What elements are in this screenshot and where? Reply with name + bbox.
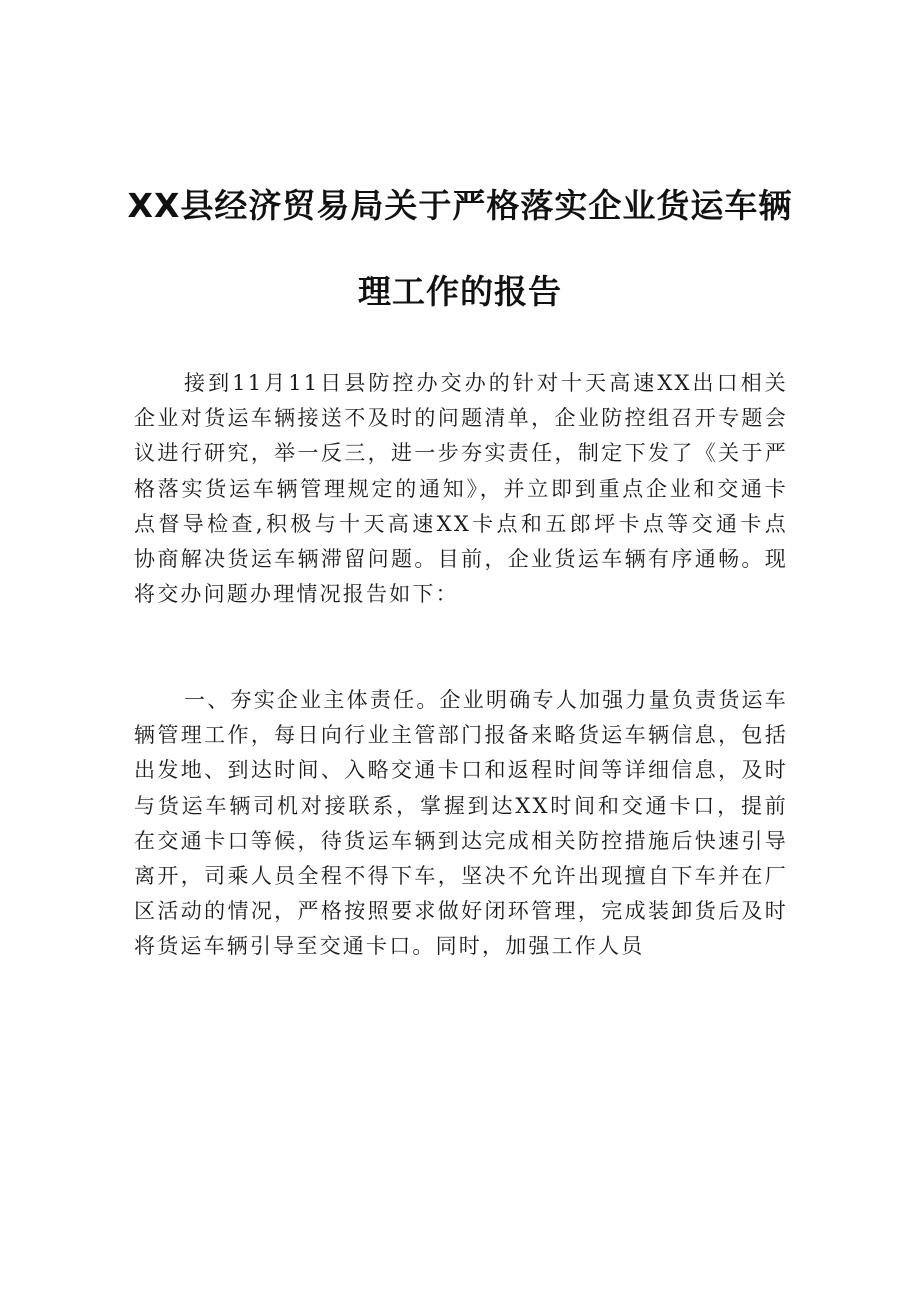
- paragraph-line: 企业对货运车辆接送不及时的问题清单，企业防控组召开专题会: [134, 406, 788, 431]
- paragraph-1: [134, 366, 788, 612]
- document-title-line-2: 理工作的报告: [358, 272, 562, 311]
- paragraph-line: 辆管理工作，每日向行业主管部门报备来略货运车辆信息，包括: [134, 723, 788, 748]
- paragraph-line: 将交办问题办理情况报告如下：: [134, 582, 459, 607]
- paragraph-2: [134, 683, 788, 965]
- document-title-line-1: XX县经济贸易局关于严格落实企业货运车辆: [127, 186, 793, 225]
- paragraph-line: 与货运车辆司机对接联系，掌握到达XX时间和交通卡口，提前: [134, 793, 788, 818]
- paragraph-line: 点督导检查,积极与十天高速XX卡点和五郎坪卡点等交通卡点: [134, 511, 788, 536]
- paragraph-line: 出发地、到达时间、入略交通卡口和返程时间等详细信息，及时: [134, 758, 788, 783]
- paragraph-line: 协商解决货运车辆滞留问题。目前，企业货运车辆有序通畅。现: [134, 546, 788, 571]
- paragraph-line: 将货运车辆引导至交通卡口。同时，加强工作人员: [134, 934, 645, 959]
- paragraph-line: 格落实货运车辆管理规定的通知》，并立即到重点企业和交通卡: [134, 476, 788, 501]
- paragraph-line: 议进行研究，举一反三，进一步夯实责任，制定下发了《关于严: [134, 441, 788, 466]
- paragraph-line: 一、夯实企业主体责任。企业明确专人加强力量负责货运车: [184, 688, 788, 712]
- paragraph-line: 离开，司乘人员全程不得下车，坚决不允许出现擅自下车并在厂: [134, 863, 788, 888]
- paragraph-line: 接到11月11日县防控办交办的针对十天高速XX出口相关: [184, 371, 788, 395]
- paragraph-line: 区活动的情况，严格按照要求做好闭环管理，完成装卸货后及时: [134, 899, 788, 924]
- paragraph-line: 在交通卡口等候，待货运车辆到达完成相关防控措施后快速引导: [134, 828, 788, 853]
